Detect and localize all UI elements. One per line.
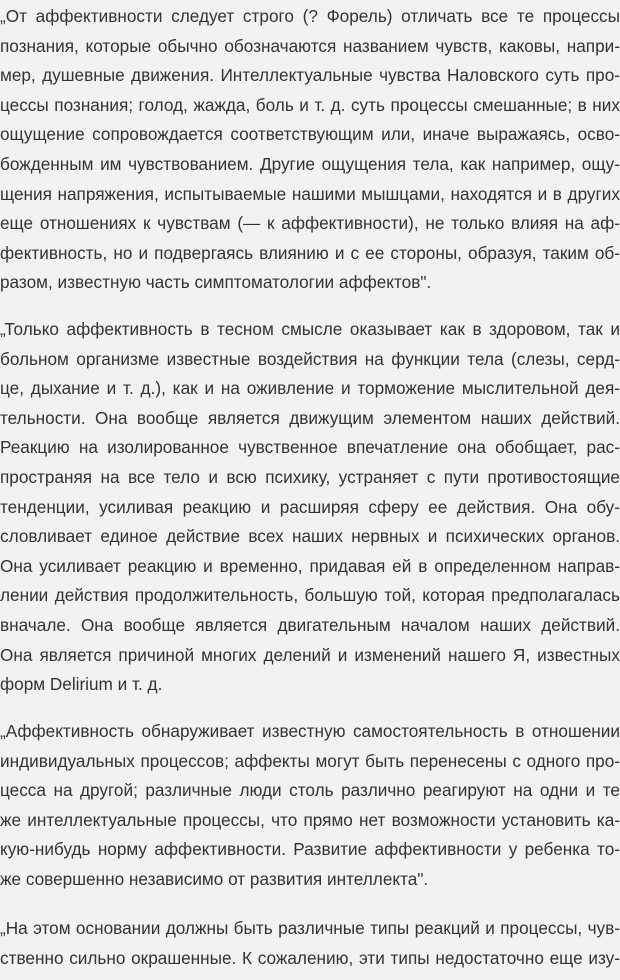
text-line: же интеллектуальные процессы, что прямо нет возможности установить ка- <box>0 809 620 830</box>
text-line: лении действия продолжительность, большую той, которая предполагалась <box>0 585 620 606</box>
paragraph-1 <box>0 2 620 298</box>
text-line: больном организме известные воздействия на функции тела (слезы, серд- <box>0 348 620 369</box>
text-line: индивидуальных процессов; аффекты могут быть перенесены с одного про- <box>0 750 620 771</box>
paragraph-3 <box>0 717 620 895</box>
text-line: мер, душевные движения. Интеллектуальные чувства Наловского суть про- <box>0 65 620 86</box>
text-line: „От аффективности следует строго (? Форель) отличать все те процессы <box>0 6 620 26</box>
text-line: ственно сильно окрашенные. К сожалению, эти типы недостаточно еще изу- <box>0 947 620 968</box>
text-line: Она является причиной многих делений и изменений нашего Я, известных <box>0 644 620 665</box>
text-line: разом, известную часть симптоматологии аффектов". <box>0 272 432 293</box>
text-line: познания, которые обычно обозначаются названием чувств, каковы, напри- <box>0 35 620 56</box>
text-line: цесса на другой; различные люди столь различно реагируют на одни и те <box>0 780 620 801</box>
text-line: форм Delirium и т. д. <box>0 674 163 695</box>
text-line: „Только аффективность в тесном смысле оказывает как в здоровом, так и <box>0 319 620 339</box>
text-line: божденным им чувствованием. Другие ощущения тела, как например, ощу- <box>0 153 620 174</box>
text-line: же совершенно независимо от развития интеллекта". <box>0 868 429 889</box>
text-line: кую-нибудь норму аффективности. Развитие аффективности у ребенка то- <box>0 839 620 860</box>
text-line: вначале. Она вообще является двигательным началом наших действий. <box>0 614 620 635</box>
paragraph-2 <box>0 315 620 700</box>
text-line: „Аффективность обнаруживает известную самостоятельность в отношении <box>0 721 620 741</box>
text-line: тенденции, усиливая реакцию и расширяя сферу ее действия. Она обу- <box>0 496 620 517</box>
text-line: еще отношениях к чувствам (— к аффективности), не только влияя на аф- <box>0 213 620 234</box>
text-line: тельности. Она вообще является движущим элементом наших действий. <box>0 407 620 428</box>
text-line: щения напряжения, испытываемые нашими мышцами, находятся и в других <box>0 183 620 204</box>
text-line: фективность, но и подвергаясь влиянию и с ее стороны, образуя, таким об- <box>0 242 620 263</box>
text-line: цессы познания; голод, жажда, боль и т. д. суть процессы смешанные; в них <box>0 94 620 115</box>
text-line: Реакцию на изолированное чувственное впечатление она обобщает, рас- <box>0 437 620 458</box>
text-line: словливает единое действие всех наших нервных и психических органов. <box>0 526 620 547</box>
paragraph-4 <box>0 914 620 973</box>
text-line: це, дыхание и т. д.), как и на оживление и торможение мыслительной дея- <box>0 378 620 399</box>
text-line: пространяя на все тело и всю психику, устраняет с пути противостоящие <box>0 466 620 487</box>
text-line: „На этом основании должны быть различные типы реакций и процессы, чув- <box>0 918 620 938</box>
text-line: Она усиливает реакцию и временно, придавая ей в определенном направ- <box>0 555 620 576</box>
text-line: ощущение сопровождается соответствующим или, иначе выражаясь, осво- <box>0 124 620 145</box>
